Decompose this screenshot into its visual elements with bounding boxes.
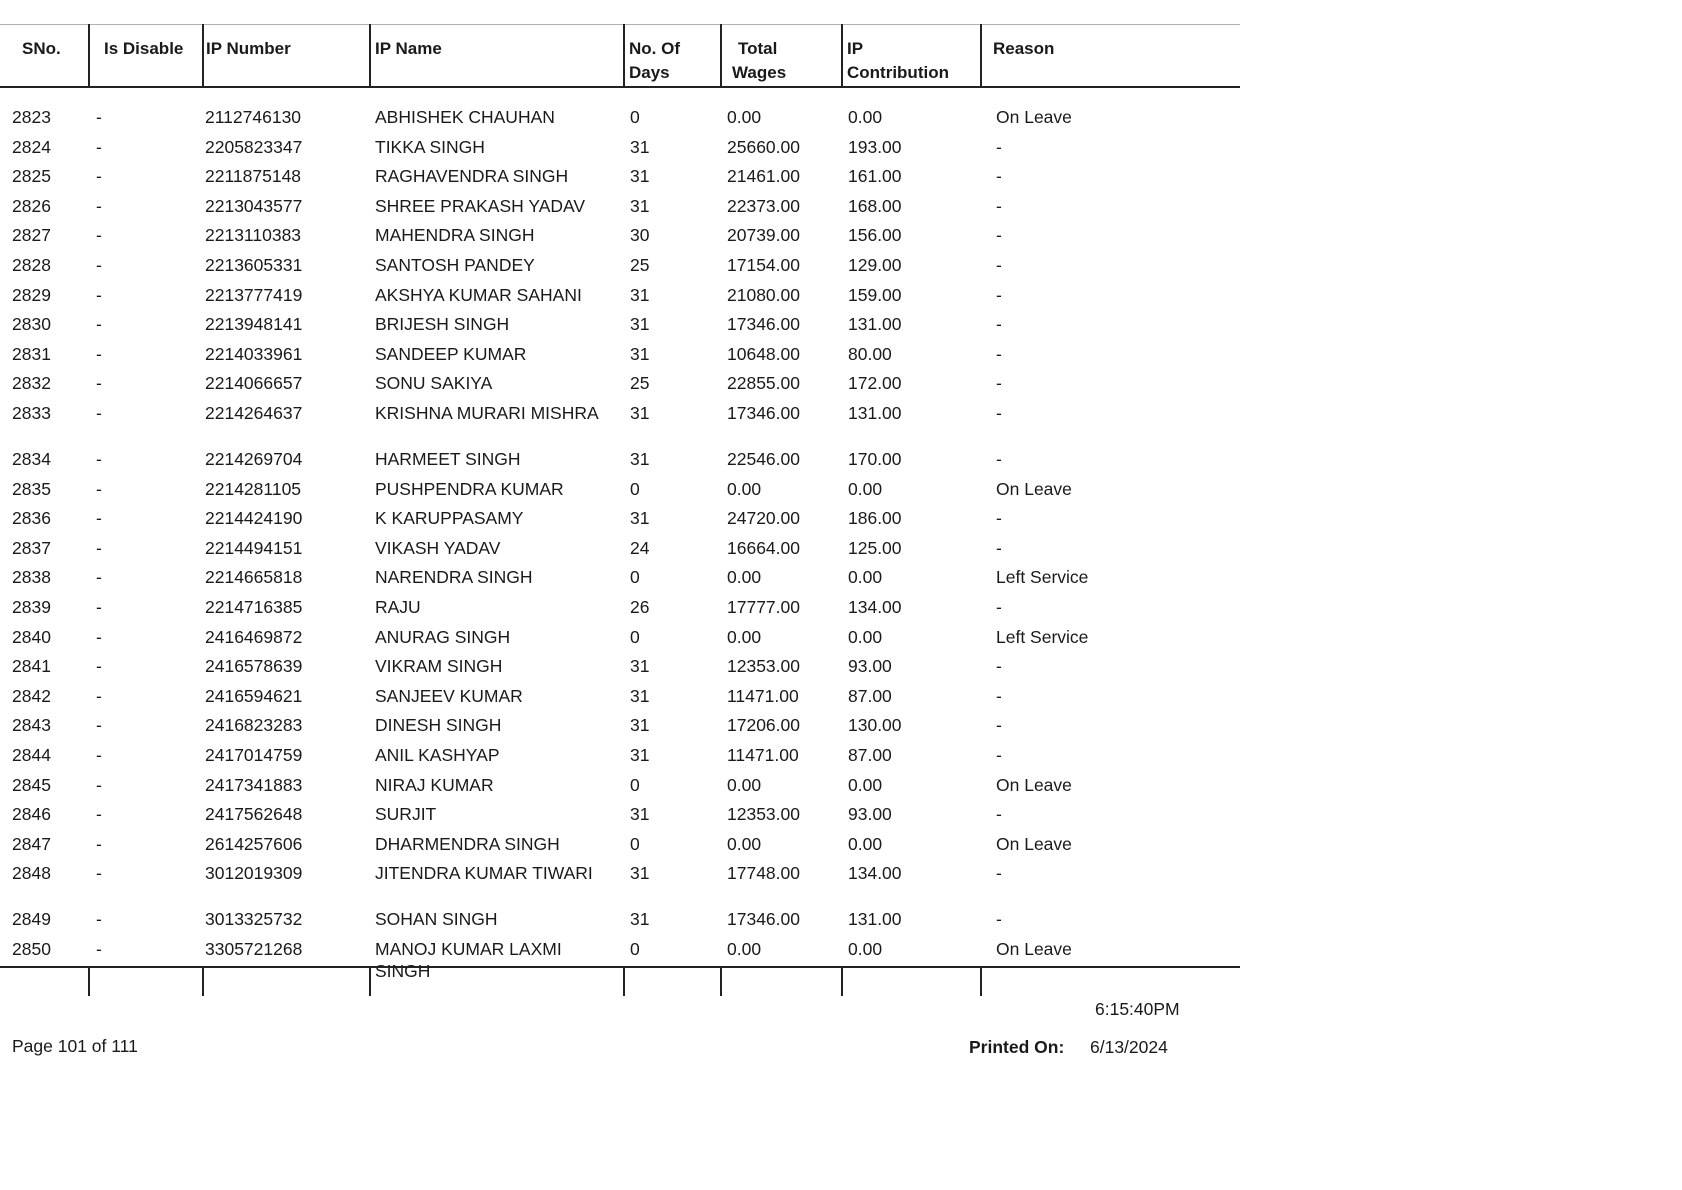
cell-ip-contribution: 172.00	[848, 373, 902, 394]
cell-sno: 2829	[12, 284, 51, 305]
cell-ip-number: 2214494151	[205, 537, 303, 558]
cell-is-disable: -	[96, 804, 102, 825]
cell-no-of-days: 0	[630, 938, 640, 959]
cell-ip-number: 2213110383	[205, 225, 302, 246]
cell-ip-name: ANURAG SINGH	[375, 626, 511, 647]
cell-is-disable: -	[96, 166, 102, 187]
cell-ip-number: 2214281105	[205, 478, 302, 499]
cell-ip-contribution: 170.00	[848, 448, 902, 469]
cell-ip-contribution: 0.00	[848, 833, 883, 854]
cell-total-wages: 0.00	[727, 478, 762, 499]
cell-is-disable: -	[96, 373, 102, 394]
cell-no-of-days: 31	[630, 314, 650, 335]
cell-reason: -	[996, 744, 1002, 765]
cell-no-of-days: 31	[630, 804, 650, 825]
cell-sno: 2828	[12, 255, 51, 275]
cell-ip-name: VIKASH YADAV	[375, 537, 501, 558]
cell-total-wages: 22546.00	[727, 448, 800, 469]
cell-reason: -	[996, 656, 1002, 677]
cell-ip-name: KRISHNA MURARI MISHRA	[375, 403, 599, 423]
cell-total-wages: 24720.00	[727, 508, 800, 529]
header-is-disable: Is Disable	[104, 39, 184, 58]
cell-sno: 2838	[12, 567, 51, 588]
column-divider	[980, 968, 982, 996]
cell-total-wages: 25660.00	[727, 136, 800, 157]
cell-ip-number: 2417562648	[205, 804, 303, 825]
cell-ip-contribution: 0.00	[848, 774, 883, 795]
cell-total-wages: 11471.00	[727, 685, 799, 706]
cell-total-wages: 22855.00	[727, 373, 800, 394]
cell-total-wages: 17346.00	[727, 403, 800, 423]
column-divider	[841, 24, 843, 86]
cell-sno: 2843	[12, 715, 51, 736]
column-divider	[202, 968, 204, 996]
cell-ip-name: DHARMENDRA SINGH	[375, 833, 560, 854]
cell-ip-number: 2416823283	[205, 715, 303, 736]
header-reason: Reason	[993, 39, 1055, 58]
cell-reason: On Leave	[996, 833, 1072, 854]
cell-ip-number: 2417341883	[205, 774, 303, 795]
cell-ip-number: 2214033961	[205, 343, 303, 364]
cell-sno: 2835	[12, 478, 51, 499]
cell-sno: 2841	[12, 656, 51, 677]
cell-ip-number: 2214269704	[205, 448, 303, 469]
cell-reason: -	[996, 448, 1002, 469]
cell-ip-contribution: 193.00	[848, 136, 902, 157]
cell-ip-contribution: 168.00	[848, 195, 902, 216]
printed-date: 6/13/2024	[1090, 1037, 1168, 1057]
cell-sno: 2823	[12, 107, 51, 127]
cell-total-wages: 11471.00	[727, 744, 799, 765]
header-total-wages-line2: Wages	[732, 63, 787, 82]
column-divider	[720, 968, 722, 996]
cell-ip-name: ABHISHEK CHAUHAN	[375, 107, 555, 127]
cell-no-of-days: 31	[630, 448, 650, 469]
cell-reason: -	[996, 596, 1002, 617]
header-ip-number: IP Number	[206, 39, 291, 58]
cell-ip-contribution: 93.00	[848, 804, 892, 825]
cell-reason: Left Service	[996, 626, 1089, 647]
cell-total-wages: 17346.00	[727, 314, 800, 335]
cell-no-of-days: 31	[630, 403, 650, 423]
cell-total-wages: 17206.00	[727, 715, 800, 736]
cell-reason: -	[996, 373, 1002, 394]
cell-sno: 2830	[12, 314, 51, 335]
cell-ip-name: RAGHAVENDRA SINGH	[375, 166, 569, 187]
cell-no-of-days: 25	[630, 373, 650, 394]
cell-reason: -	[996, 685, 1002, 706]
cell-reason: -	[996, 166, 1002, 187]
cell-total-wages: 12353.00	[727, 656, 800, 677]
cell-ip-number: 2214264637	[205, 403, 303, 423]
cell-ip-contribution: 87.00	[848, 685, 892, 706]
cell-ip-name: DINESH SINGH	[375, 715, 502, 736]
cell-total-wages: 0.00	[727, 833, 762, 854]
cell-ip-number: 2213948141	[205, 314, 303, 335]
cell-ip-number: 2213605331	[205, 255, 303, 275]
cell-total-wages: 17748.00	[727, 863, 800, 884]
cell-is-disable: -	[96, 255, 102, 275]
cell-total-wages: 17154.00	[727, 255, 800, 275]
cell-is-disable: -	[96, 314, 102, 335]
header-ip-contribution-line2: Contribution	[847, 63, 949, 82]
cell-ip-name: SANJEEV KUMAR	[375, 685, 523, 706]
cell-ip-contribution: 0.00	[848, 107, 883, 127]
cell-ip-contribution: 0.00	[848, 626, 883, 647]
cell-reason: -	[996, 715, 1002, 736]
cell-reason: -	[996, 225, 1002, 246]
cell-total-wages: 20739.00	[727, 225, 800, 246]
cell-is-disable: -	[96, 715, 102, 736]
cell-ip-number: 2213043577	[205, 195, 303, 216]
cell-reason: -	[996, 255, 1002, 275]
cell-ip-name: SURJIT	[375, 804, 437, 825]
cell-total-wages: 12353.00	[727, 804, 800, 825]
cell-sno: 2850	[12, 938, 51, 959]
cell-is-disable: -	[96, 938, 102, 959]
cell-total-wages: 0.00	[727, 626, 762, 647]
column-divider	[202, 24, 204, 86]
header-total-wages-line1: Total	[738, 39, 778, 58]
cell-ip-number: 2417014759	[205, 744, 303, 765]
cell-ip-name: MANOJ KUMAR LAXMI SINGH	[375, 938, 562, 981]
cell-ip-number: 2213777419	[205, 284, 303, 305]
cell-ip-number: 2112746130	[205, 107, 302, 127]
cell-total-wages: 17346.00	[727, 909, 800, 930]
cell-is-disable: -	[96, 863, 102, 884]
header-ip-name: IP Name	[375, 39, 442, 58]
cell-total-wages: 21080.00	[727, 284, 800, 305]
cell-ip-name: MAHENDRA SINGH	[375, 225, 535, 246]
cell-is-disable: -	[96, 448, 102, 469]
cell-no-of-days: 31	[630, 166, 650, 187]
header-total-wages	[732, 37, 787, 85]
cell-is-disable: -	[96, 567, 102, 588]
column-divider	[623, 24, 625, 86]
cell-ip-contribution: 80.00	[848, 343, 892, 364]
cell-ip-contribution: 93.00	[848, 656, 892, 677]
cell-ip-number: 2416469872	[205, 626, 303, 647]
cell-sno: 2846	[12, 804, 51, 825]
cell-ip-name: K KARUPPASAMY	[375, 508, 524, 529]
cell-reason: -	[996, 314, 1002, 335]
column-divider	[369, 24, 371, 86]
cell-reason: On Leave	[996, 774, 1072, 795]
cell-total-wages: 17777.00	[727, 596, 800, 617]
cell-ip-name: PUSHPENDRA KUMAR	[375, 478, 564, 499]
header-no-of-days-line1: No. Of	[629, 39, 680, 58]
cell-no-of-days: 31	[630, 715, 650, 736]
cell-ip-name: NARENDRA SINGH	[375, 567, 533, 588]
cell-ip-contribution: 125.00	[848, 537, 902, 558]
cell-sno: 2848	[12, 863, 51, 884]
cell-ip-contribution: 134.00	[848, 863, 902, 884]
cell-ip-contribution: 0.00	[848, 938, 883, 959]
cell-reason: -	[996, 284, 1002, 305]
column-divider	[980, 24, 982, 86]
cell-reason: On Leave	[996, 938, 1072, 959]
cell-is-disable: -	[96, 284, 102, 305]
cell-no-of-days: 31	[630, 744, 650, 765]
header-no-of-days-line2: Days	[629, 63, 670, 82]
cell-sno: 2845	[12, 774, 51, 795]
cell-sno: 2833	[12, 403, 51, 423]
cell-ip-name: SOHAN SINGH	[375, 909, 498, 930]
column-divider	[369, 968, 371, 996]
cell-ip-contribution: 186.00	[848, 508, 902, 529]
cell-no-of-days: 31	[630, 136, 650, 157]
cell-ip-contribution: 134.00	[848, 596, 902, 617]
cell-is-disable: -	[96, 343, 102, 364]
cell-sno: 2847	[12, 833, 51, 854]
cell-sno: 2827	[12, 225, 51, 246]
cell-ip-name: RAJU	[375, 596, 421, 617]
column-divider	[720, 24, 722, 86]
cell-is-disable: -	[96, 195, 102, 216]
cell-no-of-days: 31	[630, 863, 650, 884]
cell-is-disable: -	[96, 508, 102, 529]
cell-no-of-days: 31	[630, 284, 650, 305]
cell-ip-contribution: 131.00	[848, 909, 902, 930]
cell-ip-number: 2214716385	[205, 596, 303, 617]
cell-is-disable: -	[96, 685, 102, 706]
column-divider	[623, 968, 625, 996]
header-ip-contribution	[847, 37, 949, 85]
cell-sno: 2837	[12, 537, 51, 558]
cell-reason: -	[996, 343, 1002, 364]
cell-sno: 2849	[12, 909, 51, 930]
column-divider	[841, 968, 843, 996]
cell-total-wages: 22373.00	[727, 195, 800, 216]
cell-is-disable: -	[96, 136, 102, 157]
cell-sno: 2834	[12, 448, 51, 469]
cell-reason: -	[996, 508, 1002, 529]
table-header	[0, 25, 1240, 88]
cell-no-of-days: 30	[630, 225, 650, 246]
printed-time: 6:15:40PM	[1095, 999, 1180, 1019]
cell-total-wages: 0.00	[727, 774, 762, 795]
cell-sno: 2824	[12, 136, 51, 157]
cell-ip-number: 2211875148	[205, 166, 302, 187]
column-divider	[88, 24, 90, 86]
cell-ip-number: 2205823347	[205, 136, 303, 157]
cell-ip-number: 3305721268	[205, 938, 303, 959]
cell-ip-number: 2614257606	[205, 833, 303, 854]
cell-no-of-days: 31	[630, 343, 650, 364]
printed-on-label: Printed On:	[969, 1037, 1065, 1057]
cell-is-disable: -	[96, 626, 102, 647]
cell-ip-number: 2416578639	[205, 656, 303, 677]
cell-is-disable: -	[96, 225, 102, 246]
cell-ip-contribution: 129.00	[848, 255, 902, 275]
column-divider	[88, 968, 90, 996]
cell-sno: 2826	[12, 195, 51, 216]
cell-ip-number: 2214066657	[205, 373, 303, 394]
cell-ip-name: SHREE PRAKASH YADAV	[375, 195, 586, 216]
cell-no-of-days: 0	[630, 833, 640, 854]
cell-reason: -	[996, 863, 1002, 884]
cell-no-of-days: 0	[630, 774, 640, 795]
header-no-of-days	[629, 37, 680, 85]
cell-ip-name: SANTOSH PANDEY	[375, 255, 535, 275]
cell-ip-contribution: 0.00	[848, 567, 883, 588]
cell-is-disable: -	[96, 744, 102, 765]
cell-ip-name: NIRAJ KUMAR	[375, 774, 494, 795]
cell-total-wages: 0.00	[727, 107, 762, 127]
cell-is-disable: -	[96, 478, 102, 499]
cell-sno: 2832	[12, 373, 51, 394]
cell-is-disable: -	[96, 833, 102, 854]
page-number: Page 101 of 111	[12, 1036, 138, 1056]
cell-ip-contribution: 131.00	[848, 403, 902, 423]
cell-ip-contribution: 0.00	[848, 478, 883, 499]
cell-no-of-days: 0	[630, 626, 640, 647]
cell-ip-name: BRIJESH SINGH	[375, 314, 510, 335]
cell-is-disable: -	[96, 596, 102, 617]
cell-sno: 2842	[12, 685, 51, 706]
cell-no-of-days: 25	[630, 255, 650, 275]
cell-no-of-days: 26	[630, 596, 650, 617]
cell-ip-contribution: 159.00	[848, 284, 902, 305]
cell-ip-name: SANDEEP KUMAR	[375, 343, 527, 364]
cell-reason: On Leave	[996, 107, 1072, 127]
cell-ip-contribution: 161.00	[848, 166, 902, 187]
cell-no-of-days: 0	[630, 107, 640, 127]
cell-sno: 2840	[12, 626, 51, 647]
cell-sno: 2825	[12, 166, 51, 187]
cell-is-disable: -	[96, 909, 102, 930]
cell-ip-number: 2214665818	[205, 567, 303, 588]
cell-total-wages: 21461.00	[727, 166, 800, 187]
cell-is-disable: -	[96, 774, 102, 795]
cell-total-wages: 16664.00	[727, 537, 800, 558]
cell-ip-number: 2416594621	[205, 685, 303, 706]
cell-sno: 2831	[12, 343, 51, 364]
cell-is-disable: -	[96, 656, 102, 677]
cell-ip-name: JITENDRA KUMAR TIWARI	[375, 863, 593, 884]
cell-ip-number: 2214424190	[205, 508, 303, 529]
cell-no-of-days: 31	[630, 685, 650, 706]
cell-sno: 2844	[12, 744, 51, 765]
header-ip-contribution-line1: IP	[847, 39, 864, 58]
cell-no-of-days: 31	[630, 195, 650, 216]
cell-no-of-days: 31	[630, 656, 650, 677]
cell-no-of-days: 0	[630, 478, 640, 499]
cell-no-of-days: 0	[630, 567, 640, 588]
cell-reason: -	[996, 403, 1002, 423]
cell-reason: -	[996, 195, 1002, 216]
cell-ip-name: VIKRAM SINGH	[375, 656, 503, 677]
cell-ip-name: SONU SAKIYA	[375, 373, 493, 394]
cell-ip-name: HARMEET SINGH	[375, 448, 521, 469]
cell-reason: -	[996, 136, 1002, 157]
cell-total-wages: 10648.00	[727, 343, 800, 364]
cell-total-wages: 0.00	[727, 567, 762, 588]
cell-reason: -	[996, 804, 1002, 825]
cell-ip-name: TIKKA SINGH	[375, 136, 485, 157]
cell-ip-name: AKSHYA KUMAR SAHANI	[375, 284, 582, 305]
cell-ip-number: 3013325732	[205, 909, 303, 930]
cell-is-disable: -	[96, 107, 102, 127]
cell-ip-contribution: 87.00	[848, 744, 892, 765]
cell-is-disable: -	[96, 537, 102, 558]
cell-ip-contribution: 156.00	[848, 225, 902, 246]
cell-reason: -	[996, 909, 1002, 930]
cell-sno: 2836	[12, 508, 51, 529]
cell-reason: Left Service	[996, 567, 1089, 588]
cell-reason: -	[996, 537, 1002, 558]
cell-is-disable: -	[96, 403, 102, 423]
cell-no-of-days: 31	[630, 508, 650, 529]
cell-no-of-days: 31	[630, 909, 650, 930]
cell-ip-number: 3012019309	[205, 863, 303, 884]
header-sno: SNo.	[22, 39, 61, 58]
bottom-rule	[0, 966, 1240, 968]
cell-ip-contribution: 131.00	[848, 314, 902, 335]
cell-sno: 2839	[12, 596, 51, 617]
cell-ip-contribution: 130.00	[848, 715, 902, 736]
cell-reason: On Leave	[996, 478, 1072, 499]
cell-ip-name: ANIL KASHYAP	[375, 744, 500, 765]
cell-total-wages: 0.00	[727, 938, 762, 959]
cell-no-of-days: 24	[630, 537, 650, 558]
